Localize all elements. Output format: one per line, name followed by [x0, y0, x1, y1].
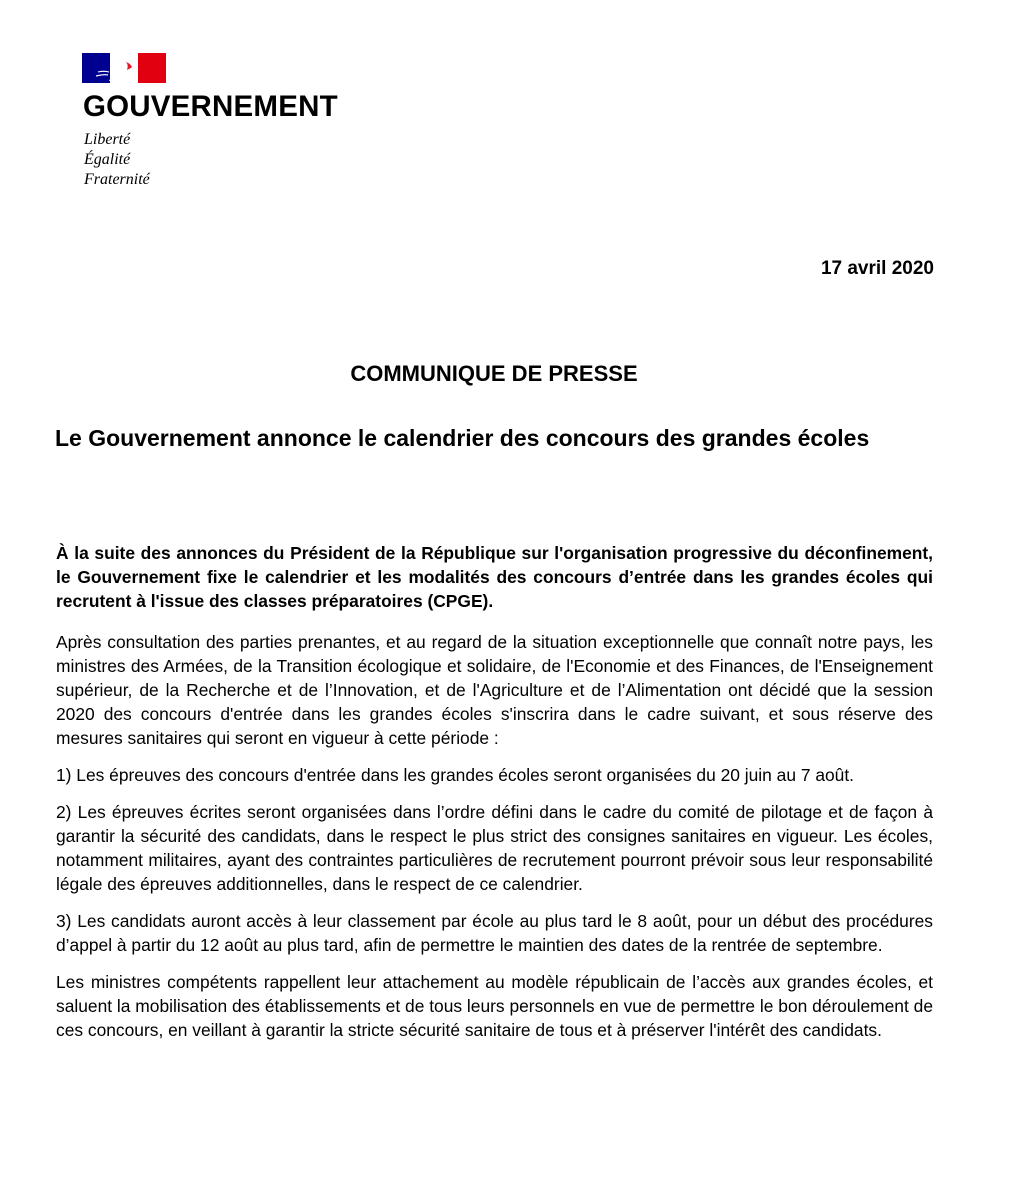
motto-liberte: Liberté — [84, 131, 131, 148]
paragraph: 1) Les épreuves des concours d'entrée dans les grandes écoles seront organisées du 20 juin au 7 août. — [56, 765, 855, 786]
motto-egalite: Égalité — [84, 151, 131, 168]
release-date: 17 avril 2020 — [820, 258, 934, 279]
headline: Le Gouvernement annonce le calendrier des concours des grandes écoles — [55, 425, 870, 451]
paragraph: Après consultation des parties prenantes, et au regard de la situation exceptionnelle que connaît notre pays, les ministres des Armées, de la Transition écologique et solidaire, de l'Economie et des Finances, de l'Enseignement supérieur, de la Recherche et de l’Innovation, et de l'Agriculture et de l’Alimentation ont décidé que la session 2020 des concours d'entrée dans les grandes écoles s'inscrira dans le cadre suivant, et sous réserve des mesures sanitaires qui seront en vigueur à cette période : — [56, 631, 933, 749]
motto — [84, 130, 150, 190]
government-wordmark: GOUVERNEMENT — [83, 90, 338, 123]
press-release-label: COMMUNIQUE DE PRESSE — [350, 361, 638, 386]
paragraph: Les ministres compétents rappellent leur attachement au modèle républicain de l’accès aux grandes écoles, et saluent la mobilisation des établissements et de tous leurs personnels en vue de permettre le bon déroulement de ces concours, en veillant à garantir la stricte sécurité sanitaire de tous et à préserver l'intérêt des candidats. — [56, 972, 933, 1041]
release-body — [56, 541, 933, 1055]
marianne-logo — [82, 53, 166, 83]
paragraph: 2) Les épreuves écrites seront organisées dans l’ordre défini dans le cadre du comité de pilotage et de façon à garantir la sécurité des candidats, dans le respect le plus strict des consignes sanitaires en vigueur. Les écoles, notamment militaires, ayant des contraintes particulières de recrutement pourront prévoir sous leur responsabilité légale des épreuves additionnelles, dans le respect de ce calendrier. — [56, 801, 933, 895]
paragraph: 3) Les candidats auront accès à leur classement par école au plus tard le 8 août, pour un début des procédures d’appel à partir du 12 août au plus tard, afin de permettre le maintien des dates de la rentrée de septembre. — [56, 911, 933, 956]
marianne-flag-icon — [82, 53, 166, 83]
motto-fraternite: Fraternité — [84, 171, 150, 188]
lead-paragraph: À la suite des annonces du Président de la République sur l'organisation progressive du déconfinement, le Gouvernement fixe le calendrier et les modalités des concours d’entrée dans les grandes écoles qui recrutent à l'issue des classes préparatoires (CPGE). — [56, 543, 933, 612]
